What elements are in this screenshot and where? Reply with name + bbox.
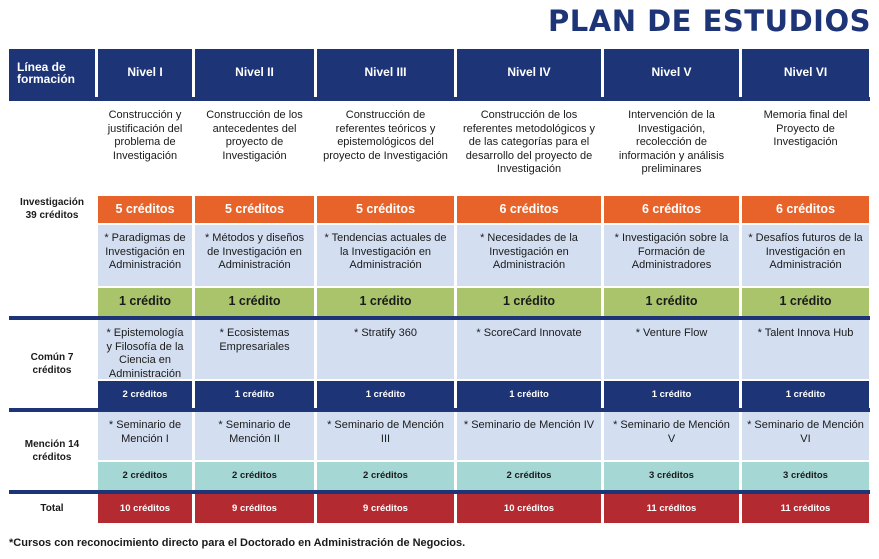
header-level-1: Nivel I <box>98 49 192 97</box>
investigation-description: Intervención de la Investigación, recolección de información y análisis preliminares <box>604 102 739 194</box>
investigation-seminar: * Tendencias actuales de la Investigación en Administración <box>317 225 454 286</box>
mention-course: * Seminario de Mención III <box>317 412 454 460</box>
mention-credits: 2 créditos <box>98 462 192 490</box>
mention-credits: 3 créditos <box>604 462 739 490</box>
common-credits: 1 crédito <box>742 381 869 408</box>
seminar-credits: 1 crédito <box>317 288 454 316</box>
investigation-description: Construcción de referentes teóricos y epistemológicos del proyecto de Investigación <box>317 102 454 194</box>
investigation-credits: 6 créditos <box>604 196 739 223</box>
common-credits: 2 créditos <box>98 381 192 408</box>
total-credits: 9 créditos <box>195 494 314 523</box>
investigation-description: Memoria final del Proyecto de Investigación <box>742 102 869 194</box>
common-course: * Epistemología y Filosofía de la Ciencia en Administración <box>98 320 192 379</box>
seminar-credits: 1 crédito <box>195 288 314 316</box>
common-credits: 1 crédito <box>457 381 601 408</box>
investigation-credits: 5 créditos <box>317 196 454 223</box>
row-label-investigacion: Investigación 39 créditos <box>9 102 95 316</box>
mention-course: * Seminario de Mención V <box>604 412 739 460</box>
investigation-seminar: * Paradigmas de Investigación en Administración <box>98 225 192 286</box>
seminar-credits: 1 crédito <box>742 288 869 316</box>
row-label-comun: Común 7 créditos <box>9 320 95 408</box>
common-credits: 1 crédito <box>317 381 454 408</box>
investigation-seminar: * Investigación sobre la Formación de Administradores <box>604 225 739 286</box>
investigation-credits: 5 créditos <box>195 196 314 223</box>
total-credits: 11 créditos <box>604 494 739 523</box>
mention-credits: 3 créditos <box>742 462 869 490</box>
seminar-credits: 1 crédito <box>457 288 601 316</box>
total-credits: 10 créditos <box>457 494 601 523</box>
investigation-description: Construcción y justificación del problema de Investigación <box>98 102 192 194</box>
common-course: * Stratify 360 <box>317 320 454 379</box>
investigation-description: Construcción de los antecedentes del proyecto de Investigación <box>195 102 314 194</box>
row-label-total: Total <box>9 494 95 523</box>
header-level-3: Nivel III <box>317 49 454 97</box>
mention-course: * Seminario de Mención IV <box>457 412 601 460</box>
common-credits: 1 crédito <box>195 381 314 408</box>
seminar-credits: 1 crédito <box>98 288 192 316</box>
total-credits: 11 créditos <box>742 494 869 523</box>
investigation-credits: 6 créditos <box>457 196 601 223</box>
common-course: * ScoreCard Innovate <box>457 320 601 379</box>
total-credits: 10 créditos <box>98 494 192 523</box>
row-label-mencion: Mención 14 créditos <box>9 412 95 490</box>
header-level-5: Nivel V <box>604 49 739 97</box>
header-level-4: Nivel IV <box>457 49 601 97</box>
page-title: PLAN DE ESTUDIOS <box>548 4 871 38</box>
mention-course: * Seminario de Mención I <box>98 412 192 460</box>
common-course: * Ecosistemas Empresariales <box>195 320 314 379</box>
investigation-description: Construcción de los referentes metodológicos y de las categorías para el desarrollo del proyecto de Investigación <box>457 102 601 194</box>
investigation-credits: 6 créditos <box>742 196 869 223</box>
investigation-seminar: * Métodos y diseños de Investigación en Administración <box>195 225 314 286</box>
mention-credits: 2 créditos <box>457 462 601 490</box>
header-level-6: Nivel VI <box>742 49 869 97</box>
common-course: * Venture Flow <box>604 320 739 379</box>
seminar-credits: 1 crédito <box>604 288 739 316</box>
common-credits: 1 crédito <box>604 381 739 408</box>
total-credits: 9 créditos <box>317 494 454 523</box>
mention-credits: 2 créditos <box>195 462 314 490</box>
header-level-2: Nivel II <box>195 49 314 97</box>
common-course: * Talent Innova Hub <box>742 320 869 379</box>
investigation-seminar: * Necesidades de la Investigación en Administración <box>457 225 601 286</box>
separator-header <box>9 97 870 101</box>
mention-credits: 2 créditos <box>317 462 454 490</box>
investigation-seminar: * Desafíos futuros de la Investigación en Administración <box>742 225 869 286</box>
header-line-label: Línea de formación <box>9 49 95 97</box>
investigation-credits: 5 créditos <box>98 196 192 223</box>
mention-course: * Seminario de Mención II <box>195 412 314 460</box>
mention-course: * Seminario de Mención VI <box>742 412 869 460</box>
footnote: *Cursos con reconocimiento directo para el Doctorado en Administración de Negocios. <box>9 537 466 549</box>
